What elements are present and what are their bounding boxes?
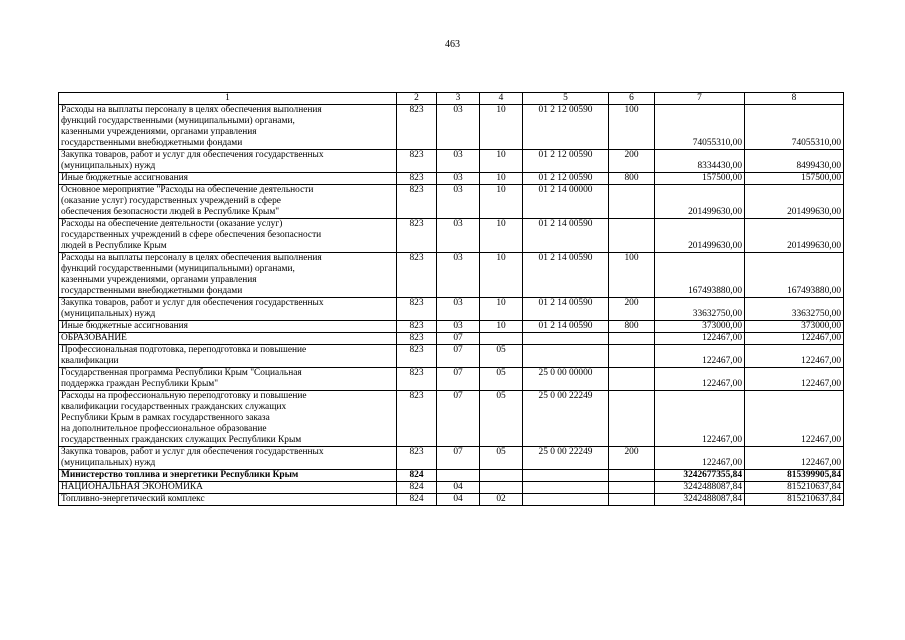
target-article-cell (523, 333, 609, 345)
table-row (59, 368, 844, 391)
item-name-cell: Министерство топлива и энергетики Республики Крым (59, 470, 397, 482)
amount-year2-cell: 122467,00 (745, 333, 844, 345)
amount-year2-cell: 815210637,84 (745, 494, 844, 506)
subsection-cell: 05 (480, 368, 523, 391)
item-name-cell: Государственная программа Республики Крым "Социальная поддержка граждан Республики Крым" (59, 368, 397, 391)
amount-year2-cell: 201499630,00 (745, 219, 844, 253)
amount-year1-cell: 373000,00 (655, 321, 745, 333)
table-row (59, 298, 844, 321)
table-row (59, 185, 844, 219)
amount-year2-cell: 33632750,00 (745, 298, 844, 321)
section-cell (437, 470, 480, 482)
header-cell: 8 (745, 93, 844, 105)
target-article-cell (523, 482, 609, 494)
item-name-cell: Расходы на профессиональную переподготовку и повышение квалификации государственных гражданских служащих Республики Крым в рамках государственного заказа на дополнительное профессиональное образование государственных гражданских служащих Республики Крым (59, 391, 397, 447)
ministry-code-cell: 823 (397, 253, 437, 298)
item-name-cell: Закупка товаров, работ и услуг для обеспечения государственных (муниципальных) нужд (59, 447, 397, 470)
budget-table (58, 92, 844, 506)
item-name-cell: Расходы на выплаты персоналу в целях обеспечения выполнения функций государственными (муниципальными) органами, казенными учреждениями, органами управления государственными внебюджетными фондами (59, 105, 397, 150)
amount-year1-cell: 122467,00 (655, 333, 745, 345)
table-row (59, 253, 844, 298)
amount-year1-cell: 74055310,00 (655, 105, 745, 150)
item-name-cell: Расходы на выплаты персоналу в целях обеспечения выполнения функций государственными (муниципальными) органами, казенными учреждениями, органами управления государственными внебюджетными фондами (59, 253, 397, 298)
table-row (59, 150, 844, 173)
expense-type-cell (609, 470, 655, 482)
subsection-cell: 10 (480, 298, 523, 321)
ministry-code-cell: 823 (397, 150, 437, 173)
amount-year1-cell: 3242677355,84 (655, 470, 745, 482)
header-cell: 3 (437, 93, 480, 105)
expense-type-cell (609, 494, 655, 506)
section-cell: 03 (437, 298, 480, 321)
section-cell: 03 (437, 150, 480, 173)
target-article-cell (523, 470, 609, 482)
subsection-cell: 02 (480, 494, 523, 506)
section-cell: 03 (437, 105, 480, 150)
subsection-cell: 05 (480, 345, 523, 368)
header-cell: 1 (59, 93, 397, 105)
expense-type-cell: 100 (609, 253, 655, 298)
target-article-cell: 01 2 12 00590 (523, 105, 609, 150)
table-row (59, 219, 844, 253)
amount-year2-cell: 122467,00 (745, 391, 844, 447)
ministry-code-cell: 823 (397, 345, 437, 368)
table-row (59, 105, 844, 150)
expense-type-cell: 800 (609, 321, 655, 333)
expense-type-cell: 100 (609, 105, 655, 150)
item-name-cell: Иные бюджетные ассигнования (59, 321, 397, 333)
amount-year1-cell: 201499630,00 (655, 219, 745, 253)
amount-year1-cell: 201499630,00 (655, 185, 745, 219)
target-article-cell: 01 2 14 00590 (523, 219, 609, 253)
section-cell: 03 (437, 173, 480, 185)
subsection-cell: 10 (480, 150, 523, 173)
ministry-code-cell: 823 (397, 321, 437, 333)
table-row (59, 470, 844, 482)
amount-year1-cell: 33632750,00 (655, 298, 745, 321)
ministry-code-cell: 823 (397, 391, 437, 447)
amount-year1-cell: 157500,00 (655, 173, 745, 185)
amount-year1-cell: 3242488087,84 (655, 494, 745, 506)
expense-type-cell: 200 (609, 447, 655, 470)
table-row (59, 333, 844, 345)
target-article-cell: 01 2 14 00000 (523, 185, 609, 219)
table-row (59, 447, 844, 470)
expense-type-cell (609, 391, 655, 447)
section-cell: 07 (437, 345, 480, 368)
subsection-cell (480, 470, 523, 482)
item-name-cell: Иные бюджетные ассигнования (59, 173, 397, 185)
target-article-cell: 25 0 00 22249 (523, 391, 609, 447)
subsection-cell: 10 (480, 253, 523, 298)
page-number: 463 (445, 39, 460, 50)
expense-type-cell: 200 (609, 150, 655, 173)
expense-type-cell (609, 482, 655, 494)
amount-year1-cell: 122467,00 (655, 391, 745, 447)
header-cell: 5 (523, 93, 609, 105)
header-cell: 6 (609, 93, 655, 105)
section-cell: 03 (437, 253, 480, 298)
target-article-cell (523, 494, 609, 506)
section-cell: 03 (437, 219, 480, 253)
amount-year2-cell: 122467,00 (745, 447, 844, 470)
amount-year2-cell: 122467,00 (745, 368, 844, 391)
section-cell: 04 (437, 482, 480, 494)
amount-year2-cell: 815399905,84 (745, 470, 844, 482)
amount-year2-cell: 815210637,84 (745, 482, 844, 494)
table-row (59, 391, 844, 447)
subsection-cell: 10 (480, 173, 523, 185)
item-name-cell: НАЦИОНАЛЬНАЯ ЭКОНОМИКА (59, 482, 397, 494)
ministry-code-cell: 823 (397, 298, 437, 321)
amount-year2-cell: 122467,00 (745, 345, 844, 368)
ministry-code-cell: 823 (397, 219, 437, 253)
target-article-cell: 25 0 00 22249 (523, 447, 609, 470)
subsection-cell: 10 (480, 105, 523, 150)
table-row (59, 321, 844, 333)
ministry-code-cell: 823 (397, 185, 437, 219)
target-article-cell: 25 0 00 00000 (523, 368, 609, 391)
section-cell: 07 (437, 333, 480, 345)
item-name-cell: Топливно-энергетический комплекс (59, 494, 397, 506)
header-row (59, 93, 844, 105)
item-name-cell: Расходы на обеспечение деятельности (оказание услуг) государственных учреждений в сфере обеспечения безопасности людей в Республике Крым (59, 219, 397, 253)
section-cell: 04 (437, 494, 480, 506)
item-name-cell: Основное мероприятие "Расходы на обеспечение деятельности (оказание услуг) государственных учреждений в сфере обеспечения безопасности людей в Республике Крым" (59, 185, 397, 219)
amount-year2-cell: 167493880,00 (745, 253, 844, 298)
header-cell: 4 (480, 93, 523, 105)
section-cell: 07 (437, 368, 480, 391)
amount-year2-cell: 373000,00 (745, 321, 844, 333)
item-name-cell: ОБРАЗОВАНИЕ (59, 333, 397, 345)
section-cell: 03 (437, 185, 480, 219)
amount-year2-cell: 201499630,00 (745, 185, 844, 219)
expense-type-cell: 200 (609, 298, 655, 321)
amount-year1-cell: 122467,00 (655, 345, 745, 368)
target-article-cell: 01 2 14 00590 (523, 321, 609, 333)
header-cell: 2 (397, 93, 437, 105)
ministry-code-cell: 823 (397, 368, 437, 391)
amount-year1-cell: 122467,00 (655, 368, 745, 391)
amount-year1-cell: 8334430,00 (655, 150, 745, 173)
subsection-cell (480, 333, 523, 345)
header-cell: 7 (655, 93, 745, 105)
subsection-cell: 10 (480, 321, 523, 333)
expense-type-cell (609, 333, 655, 345)
amount-year1-cell: 122467,00 (655, 447, 745, 470)
item-name-cell: Закупка товаров, работ и услуг для обеспечения государственных (муниципальных) нужд (59, 298, 397, 321)
target-article-cell: 01 2 12 00590 (523, 150, 609, 173)
target-article-cell (523, 345, 609, 368)
amount-year1-cell: 3242488087,84 (655, 482, 745, 494)
section-cell: 07 (437, 391, 480, 447)
section-cell: 07 (437, 447, 480, 470)
subsection-cell: 05 (480, 447, 523, 470)
section-cell: 03 (437, 321, 480, 333)
ministry-code-cell: 823 (397, 173, 437, 185)
amount-year2-cell: 8499430,00 (745, 150, 844, 173)
expense-type-cell: 800 (609, 173, 655, 185)
table-row (59, 482, 844, 494)
amount-year2-cell: 157500,00 (745, 173, 844, 185)
table-row (59, 494, 844, 506)
ministry-code-cell: 823 (397, 333, 437, 345)
ministry-code-cell: 823 (397, 447, 437, 470)
table-row (59, 345, 844, 368)
expense-type-cell (609, 219, 655, 253)
amount-year1-cell: 167493880,00 (655, 253, 745, 298)
table-row (59, 173, 844, 185)
subsection-cell (480, 482, 523, 494)
ministry-code-cell: 824 (397, 470, 437, 482)
expense-type-cell (609, 368, 655, 391)
item-name-cell: Закупка товаров, работ и услуг для обеспечения государственных (муниципальных) нужд (59, 150, 397, 173)
expense-type-cell (609, 185, 655, 219)
ministry-code-cell: 824 (397, 494, 437, 506)
amount-year2-cell: 74055310,00 (745, 105, 844, 150)
target-article-cell: 01 2 12 00590 (523, 173, 609, 185)
expense-type-cell (609, 345, 655, 368)
subsection-cell: 10 (480, 185, 523, 219)
ministry-code-cell: 823 (397, 105, 437, 150)
target-article-cell: 01 2 14 00590 (523, 298, 609, 321)
subsection-cell: 05 (480, 391, 523, 447)
item-name-cell: Профессиональная подготовка, переподготовка и повышение квалификации (59, 345, 397, 368)
subsection-cell: 10 (480, 219, 523, 253)
table-body (59, 105, 844, 506)
target-article-cell: 01 2 14 00590 (523, 253, 609, 298)
ministry-code-cell: 824 (397, 482, 437, 494)
